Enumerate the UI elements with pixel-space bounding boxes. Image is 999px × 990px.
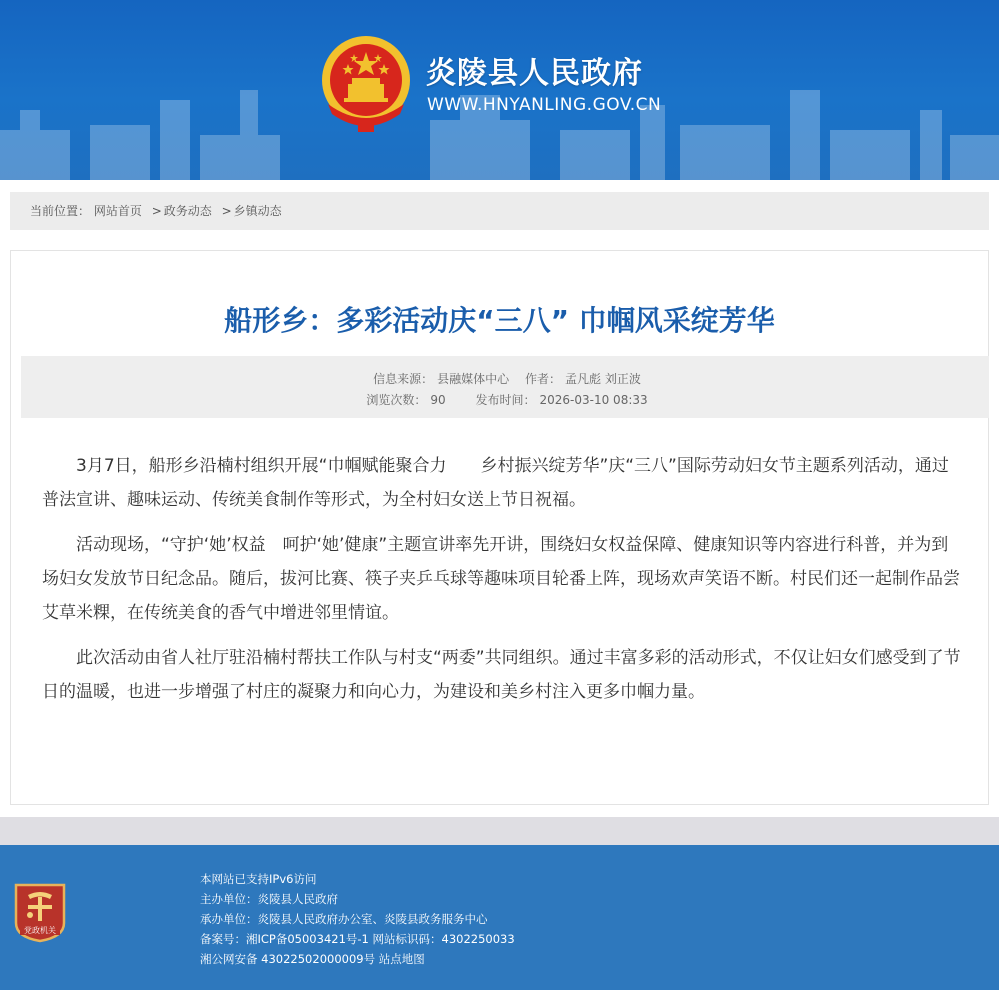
badge-text: 党政机关 [24, 926, 56, 935]
footer-host: 主办单位：炎陵县人民政府 [200, 892, 338, 906]
breadcrumb-politics-link[interactable]: 政务动态 [163, 204, 212, 218]
article-body [42, 449, 962, 720]
source-value: 县融媒体中心 [437, 372, 510, 386]
site-title[interactable]: 炎陵县人民政府 [426, 56, 643, 91]
article-paragraph: 此次活动由省人社厅驻沿楠村帮扶工作队与村支“两委”共同组织。通过丰富多彩的活动形式，不仅让妇女们感受到了节日的温暖，也进一步增强了村庄的凝聚力和向心力，为建设和美乡村注入更多巾帼力量。 [42, 648, 961, 702]
footer-ipv6: 本网站已支持IPv6访问 [200, 872, 317, 886]
source-label: 信息来源： [373, 372, 434, 386]
breadcrumb-home-link[interactable]: 网站首页 [93, 204, 142, 218]
date-value: 2026-03-10 08:33 [539, 393, 648, 407]
divider-band [0, 817, 999, 845]
footer-info [200, 869, 515, 969]
site-header [0, 0, 999, 180]
footer-organizer: 承办单位：炎陵县人民政府办公室、炎陵县政务服务中心 [200, 912, 488, 926]
site-footer [0, 845, 999, 990]
breadcrumb-separator: > [221, 204, 232, 218]
article-paragraph: 活动现场，“守护‘她’权益 呵护‘她’健康”主题宣讲率先开讲，围绕妇女权益保障、健康知识等内容进行科普，并为到场妇女发放节日纪念品。随后，拔河比赛、筷子夹乒乓球等趣味项目轮番上阵，现场欢声笑语不断。村民们还一起制作品尝艾草米粿，在传统美食的香气中增进邻里情谊。 [42, 535, 960, 623]
breadcrumb-township-link[interactable]: 乡镇动态 [233, 204, 282, 218]
author-label: 作者： [525, 372, 562, 386]
article-meta [21, 356, 989, 418]
views-value: 90 [430, 393, 446, 407]
footer-security[interactable]: 湘公网安备 43022502000009号 站点地图 [200, 952, 425, 966]
footer-icp[interactable]: 备案号：湘ICP备05003421号-1 网站标识码：4302250033 [200, 932, 515, 946]
views-label: 浏览次数： [366, 393, 427, 407]
article-container [10, 250, 989, 805]
article-paragraph: 3月7日，船形乡沿楠村组织开展“巾帼赋能聚合力 乡村振兴绽芳华”庆“三八”国际劳动妇女节主题系列活动，通过普法宣讲、趣味运动、传统美食制作等形式，为全村妇女送上节日祝福。 [42, 456, 949, 510]
site-url[interactable]: WWW.HNYANLING.GOV.CN [427, 95, 662, 115]
breadcrumb-separator: > [151, 204, 162, 218]
party-government-badge-icon[interactable] [14, 883, 66, 943]
breadcrumb-label: 当前位置： [30, 204, 91, 218]
national-emblem-icon [318, 34, 414, 134]
article-title: 船形乡：多彩活动庆“三八” 巾帼风采绽芳华 [224, 304, 775, 337]
author-value: 孟凡彪 刘正波 [565, 372, 641, 386]
breadcrumb [10, 192, 989, 230]
date-label: 发布时间： [475, 393, 536, 407]
